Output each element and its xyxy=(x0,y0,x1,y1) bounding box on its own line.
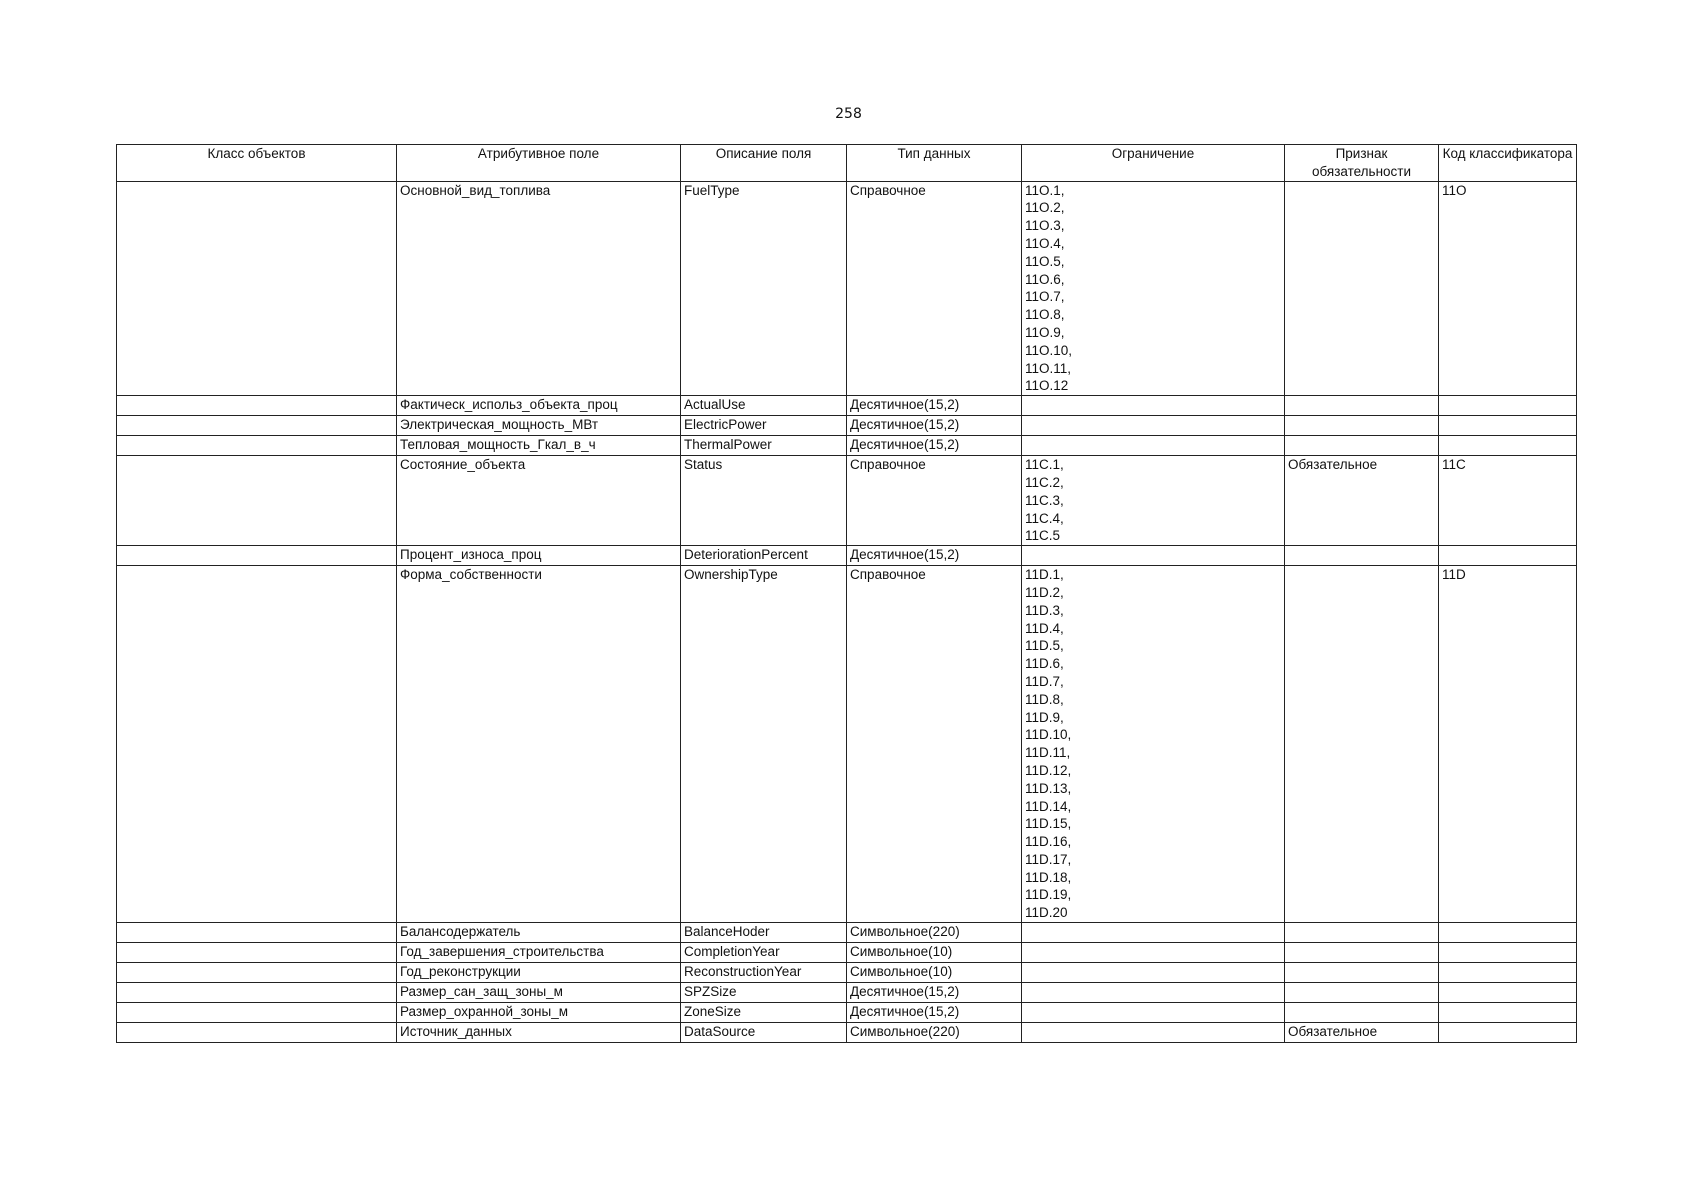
required-flag-cell: Обязательное xyxy=(1285,1023,1439,1043)
object-class-cell xyxy=(117,1023,397,1043)
required-flag-cell xyxy=(1285,181,1439,396)
field-description-cell: ZoneSize xyxy=(681,1003,847,1023)
object-class-cell xyxy=(117,983,397,1003)
constraint-value: 11O.8, xyxy=(1025,307,1065,323)
required-flag-cell xyxy=(1285,923,1439,943)
classifier-code-cell xyxy=(1439,436,1577,456)
required-flag-cell xyxy=(1285,546,1439,566)
object-class-cell xyxy=(117,396,397,416)
object-class-cell xyxy=(117,1003,397,1023)
data-type-cell: Символьное(220) xyxy=(847,923,1022,943)
constraint-cell xyxy=(1022,1003,1285,1023)
constraint-cell xyxy=(1022,923,1285,943)
attribute-field-cell: Электрическая_мощность_МВт xyxy=(397,416,681,436)
field-description-cell: OwnershipType xyxy=(681,566,847,923)
field-description-cell: FuelType xyxy=(681,181,847,396)
header-data-type: Тип данных xyxy=(847,145,1022,182)
attribute-field-cell: Балансодержатель xyxy=(397,923,681,943)
attribute-field-cell: Фактическ_использ_объекта_проц xyxy=(397,396,681,416)
classifier-code-cell xyxy=(1439,416,1577,436)
header-constraint: Ограничение xyxy=(1022,145,1285,182)
field-description-cell: ActualUse xyxy=(681,396,847,416)
constraint-value: 11D.13, xyxy=(1025,780,1072,796)
table-body xyxy=(117,181,1577,1042)
attribute-field-cell: Размер_охранной_зоны_м xyxy=(397,1003,681,1023)
required-flag-cell xyxy=(1285,983,1439,1003)
object-class-cell xyxy=(117,963,397,983)
data-type-cell: Десятичное(15,2) xyxy=(847,546,1022,566)
constraint-value: 11D.18, xyxy=(1025,869,1072,885)
header-required-flag: Признак обязательности xyxy=(1285,145,1439,182)
attribute-field-cell: Размер_сан_защ_зоны_м xyxy=(397,983,681,1003)
table-row xyxy=(117,943,1577,963)
classifier-code-cell xyxy=(1439,546,1577,566)
table-row xyxy=(117,963,1577,983)
constraint-cell xyxy=(1022,456,1285,546)
object-class-cell xyxy=(117,181,397,396)
table-row xyxy=(117,566,1577,923)
constraint-value: 11D.8, xyxy=(1025,691,1064,707)
classifier-code-cell xyxy=(1439,396,1577,416)
table-row xyxy=(117,181,1577,396)
data-type-cell: Справочное xyxy=(847,181,1022,396)
field-description-cell: DeteriorationPercent xyxy=(681,546,847,566)
header-row xyxy=(117,145,1577,182)
constraint-cell xyxy=(1022,566,1285,923)
data-type-cell: Справочное xyxy=(847,456,1022,546)
table-row xyxy=(117,1023,1577,1043)
constraint-cell xyxy=(1022,396,1285,416)
field-description-cell: BalanceHoder xyxy=(681,923,847,943)
constraint-value: 11C.5 xyxy=(1025,528,1061,544)
constraint-value: 11O.12 xyxy=(1025,378,1069,394)
attribute-field-cell: Процент_износа_проц xyxy=(397,546,681,566)
constraint-value: 11D.7, xyxy=(1025,673,1064,689)
constraint-value: 11O.7, xyxy=(1025,289,1065,305)
constraint-value: 11D.4, xyxy=(1025,620,1064,636)
constraint-value: 11D.3, xyxy=(1025,602,1064,618)
field-description-cell: DataSource xyxy=(681,1023,847,1043)
field-description-cell: ThermalPower xyxy=(681,436,847,456)
header-attribute-field: Атрибутивное поле xyxy=(397,145,681,182)
constraint-cell xyxy=(1022,1023,1285,1043)
classifier-code-cell: 11C xyxy=(1439,456,1577,546)
data-type-cell: Десятичное(15,2) xyxy=(847,436,1022,456)
object-class-cell xyxy=(117,923,397,943)
required-flag-cell xyxy=(1285,396,1439,416)
header-field-description: Описание поля xyxy=(681,145,847,182)
table-row xyxy=(117,456,1577,546)
data-type-cell: Десятичное(15,2) xyxy=(847,983,1022,1003)
constraint-value: 11O.11, xyxy=(1025,360,1072,376)
required-flag-cell xyxy=(1285,566,1439,923)
table-row xyxy=(117,923,1577,943)
classifier-code-cell xyxy=(1439,1003,1577,1023)
constraint-value: 11C.4, xyxy=(1025,510,1064,526)
object-class-cell xyxy=(117,546,397,566)
field-description-cell: ElectricPower xyxy=(681,416,847,436)
constraint-value: 11D.11, xyxy=(1025,745,1071,761)
constraint-value: 11D.17, xyxy=(1025,851,1072,867)
classifier-code-cell xyxy=(1439,963,1577,983)
table-row xyxy=(117,546,1577,566)
required-flag-cell: Обязательное xyxy=(1285,456,1439,546)
constraint-value: 11O.1, xyxy=(1025,182,1065,198)
object-class-cell xyxy=(117,943,397,963)
attribute-field-cell: Форма_собственности xyxy=(397,566,681,923)
header-classifier-code: Код классификатора xyxy=(1439,145,1577,182)
data-type-cell: Символьное(220) xyxy=(847,1023,1022,1043)
constraint-value: 11O.2, xyxy=(1025,200,1065,216)
constraint-value: 11D.19, xyxy=(1025,887,1072,903)
constraint-value: 11O.4, xyxy=(1025,235,1065,251)
constraint-value: 11O.6, xyxy=(1025,271,1065,287)
constraint-value: 11O.9, xyxy=(1025,324,1065,340)
field-description-cell: ReconstructionYear xyxy=(681,963,847,983)
constraint-value: 11C.3, xyxy=(1025,492,1064,508)
constraint-value: 11D.10, xyxy=(1025,727,1072,743)
constraint-cell xyxy=(1022,546,1285,566)
classifier-code-cell xyxy=(1439,1023,1577,1043)
required-flag-cell xyxy=(1285,436,1439,456)
constraint-value: 11O.5, xyxy=(1025,253,1065,269)
classifier-code-cell xyxy=(1439,923,1577,943)
constraint-value: 11D.12, xyxy=(1025,762,1072,778)
object-class-cell xyxy=(117,416,397,436)
constraint-cell xyxy=(1022,181,1285,396)
constraint-value: 11D.16, xyxy=(1025,834,1072,850)
data-type-cell: Десятичное(15,2) xyxy=(847,396,1022,416)
constraint-value: 11D.14, xyxy=(1025,798,1072,814)
constraint-value: 11D.20 xyxy=(1025,905,1068,921)
attribute-field-cell: Состояние_объекта xyxy=(397,456,681,546)
classifier-code-cell: 11O xyxy=(1439,181,1577,396)
constraint-cell xyxy=(1022,416,1285,436)
attribute-field-cell: Источник_данных xyxy=(397,1023,681,1043)
object-class-cell xyxy=(117,456,397,546)
field-description-cell: Status xyxy=(681,456,847,546)
data-type-cell: Десятичное(15,2) xyxy=(847,1003,1022,1023)
constraint-cell xyxy=(1022,943,1285,963)
constraint-cell xyxy=(1022,983,1285,1003)
table-row xyxy=(117,396,1577,416)
table-header xyxy=(117,145,1577,182)
table-row xyxy=(117,983,1577,1003)
object-class-cell xyxy=(117,566,397,923)
attribute-field-cell: Год_завершения_строительства xyxy=(397,943,681,963)
data-type-cell: Символьное(10) xyxy=(847,963,1022,983)
constraint-cell xyxy=(1022,963,1285,983)
classifier-code-cell xyxy=(1439,943,1577,963)
classifier-code-cell xyxy=(1439,983,1577,1003)
classifier-code-cell: 11D xyxy=(1439,566,1577,923)
required-flag-cell xyxy=(1285,416,1439,436)
constraint-value: 11D.5, xyxy=(1025,638,1064,654)
field-description-cell: CompletionYear xyxy=(681,943,847,963)
table-row xyxy=(117,436,1577,456)
object-class-cell xyxy=(117,436,397,456)
attribute-field-cell: Тепловая_мощность_Гкал_в_ч xyxy=(397,436,681,456)
constraint-value: 11D.1, xyxy=(1025,567,1064,583)
header-object-class: Класс объектов xyxy=(117,145,397,182)
data-type-cell: Справочное xyxy=(847,566,1022,923)
constraint-value: 11D.2, xyxy=(1025,584,1064,600)
constraint-value: 11C.1, xyxy=(1025,457,1064,473)
attribute-table xyxy=(116,144,1577,1043)
attribute-field-cell: Год_реконструкции xyxy=(397,963,681,983)
constraint-value: 11O.3, xyxy=(1025,218,1065,234)
field-description-cell: SPZSize xyxy=(681,983,847,1003)
page-number: 258 xyxy=(835,106,862,122)
constraint-value: 11O.10, xyxy=(1025,342,1073,358)
data-type-cell: Десятичное(15,2) xyxy=(847,416,1022,436)
constraint-cell xyxy=(1022,436,1285,456)
table-row xyxy=(117,416,1577,436)
constraint-value: 11D.6, xyxy=(1025,656,1064,672)
table-row xyxy=(117,1003,1577,1023)
constraint-value: 11D.9, xyxy=(1025,709,1064,725)
data-type-cell: Символьное(10) xyxy=(847,943,1022,963)
constraint-value: 11C.2, xyxy=(1025,474,1064,490)
required-flag-cell xyxy=(1285,1003,1439,1023)
required-flag-cell xyxy=(1285,963,1439,983)
attribute-field-cell: Основной_вид_топлива xyxy=(397,181,681,396)
constraint-value: 11D.15, xyxy=(1025,816,1072,832)
required-flag-cell xyxy=(1285,943,1439,963)
